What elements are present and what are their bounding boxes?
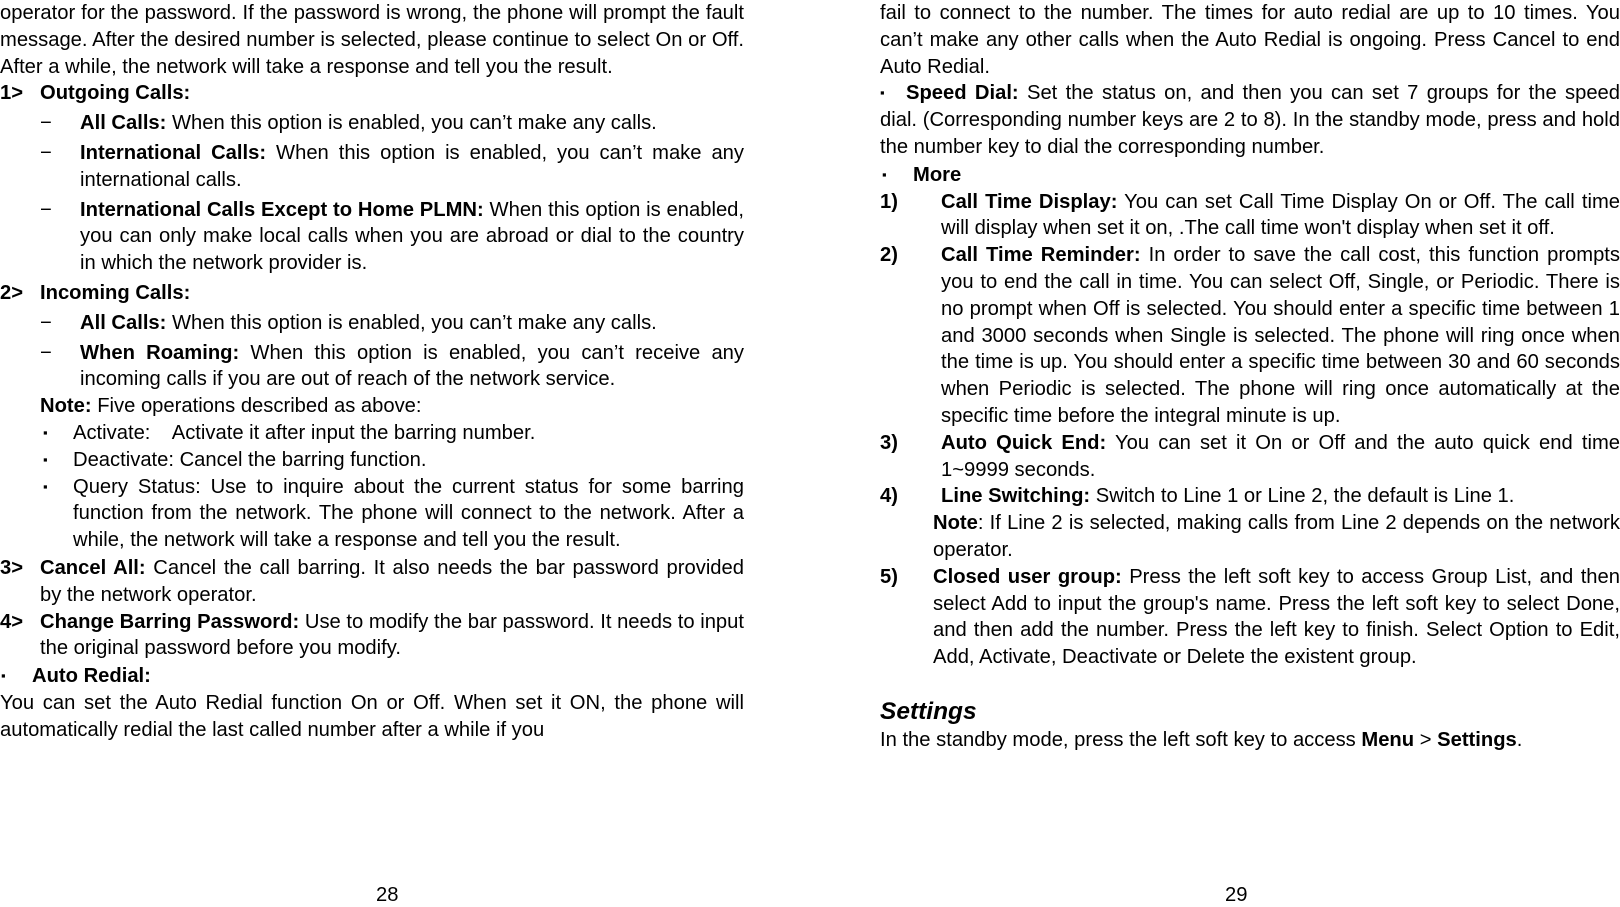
more-item-marker: 3) <box>880 431 898 454</box>
incoming-item: − All Calls: When this option is enabled, you can’t make any calls. <box>0 310 744 337</box>
outgoing-item: − International Calls: When this option is enabled, you can’t make any international calls. <box>40 141 745 191</box>
left-intro-paragraph: operator for the password. If the password is wrong, the phone will prompt the fault message. After the desired number is selected, please continue to select On or Off. After a while, the network will take a response and tell you the result. <box>0 2 744 78</box>
note-line: Note: Five operations described as above: <box>40 395 422 418</box>
square-bullet-icon: ▪ <box>43 424 48 440</box>
more-item: 1) Call Time Display: You can set Call Time Display On or Off. The call time will display when set it on, .The call time won't display when set it off. <box>880 190 1620 240</box>
page-number-left: 28 <box>376 884 399 906</box>
outgoing-item: − International Calls Except to Home PLMN: When this option is enabled, you can only make local calls when you are abroad or dial to the country in which the network provider is. <box>40 198 745 275</box>
more-item-marker: 2) <box>880 244 898 267</box>
settings-paragraph: In the standby mode, press the left soft key to access Menu > Settings. <box>880 728 1523 751</box>
note-bullet-item: ▪ Activate: Activate it after input the barring number. <box>0 420 744 447</box>
square-bullet-icon: ▪ <box>882 166 887 182</box>
square-bullet-icon: ▪ <box>43 478 48 494</box>
auto-redial-paragraph: You can set the Auto Redial function On or Off. When set it ON, the phone will automatically redial the last called number after a while if you <box>0 691 744 741</box>
dash-bullet: − <box>40 198 52 221</box>
left-page <box>0 0 744 744</box>
change-password-item: 4> Change Barring Password: Use to modify the bar password. It needs to input the original password before you modify. <box>0 610 744 660</box>
cancel-all-marker: 3> <box>0 556 24 579</box>
more-item: 2) Call Time Reminder: In order to save the call cost, this function prompts you to end the call in time. You can select Off, Single, or Periodic. There is no prompt when Off is selected. You should enter a specific time between 1 and 3000 seconds when Single is selected. The phone will ring once when the time is up. You should enter a specific time between 30 and 60 seconds when Periodic is selected. The phone will ring once automatically at the specific time before the integral minute is up. <box>880 244 1620 427</box>
incoming-item: − When Roaming: When this option is enabled, you can’t receive any incoming calls if you are out of reach of the network service. <box>40 341 744 391</box>
outgoing-item: − All Calls: When this option is enabled, you can’t make any calls. <box>0 110 744 137</box>
dash-bullet: − <box>40 341 52 364</box>
note-bullet-item: ▪ Query Status: Use to inquire about the current status for some barring function from the network. The phone will connect to the network. After a while, the network will take a response and tell you the result. <box>43 475 744 552</box>
dash-bullet: − <box>40 141 52 164</box>
speed-dial-paragraph: ▪ Speed Dial: Set the status on, and then you can set 7 groups for the speed dial. (Corresponding number keys are 2 to 8). In the standby mode, press and hold the number key to dial the corresponding number. <box>880 82 1620 158</box>
settings-section-title: Settings <box>880 697 977 725</box>
outgoing-calls-marker: 1> <box>0 82 24 105</box>
incoming-calls-marker: 2> <box>0 281 24 304</box>
closed-user-group-marker: 5) <box>880 565 898 588</box>
right-intro-paragraph: fail to connect to the number. The times for auto redial are up to 10 times. You can’t make any other calls when the Auto Redial is ongoing. Press Cancel to end Auto Redial. <box>880 2 1620 78</box>
outgoing-calls-heading: 1> Outgoing Calls: <box>0 80 744 107</box>
cancel-all-item: 3> Cancel All: Cancel the call barring. It also needs the bar password provided by the network operator. <box>0 556 744 606</box>
right-page <box>880 0 1620 754</box>
square-bullet-icon: ▪ <box>880 85 885 101</box>
line-switching-note: Note: If Line 2 is selected, making calls from Line 2 depends on the network operator. <box>933 512 1620 561</box>
more-item-marker: 4) <box>880 485 898 508</box>
dash-bullet: − <box>40 112 52 135</box>
closed-user-group-item: 5) Closed user group: Press the left soft key to access Group List, and then select Add to input the group's name. Press the left soft key to select Done, and then add the number. Press the left key to finish. Select Option to Edit, Add, Activate, Deactivate or Delete the existent group. <box>880 565 1620 669</box>
more-item: 4) Line Switching: Switch to Line 1 or Line 2, the default is Line 1. <box>880 483 1620 510</box>
auto-redial-heading: ▪ Auto Redial: <box>0 663 744 690</box>
dash-bullet: − <box>40 311 52 334</box>
more-item: 3) Auto Quick End: You can set it On or Off and the auto quick end time 1~9999 seconds. <box>880 431 1620 481</box>
note-bullet-item: ▪ Deactivate: Cancel the barring function. <box>0 447 744 474</box>
square-bullet-icon: ▪ <box>1 668 6 684</box>
incoming-calls-heading: 2> Incoming Calls: <box>0 280 744 307</box>
change-password-marker: 4> <box>0 610 24 633</box>
square-bullet-icon: ▪ <box>43 451 48 467</box>
more-heading: ▪ More <box>880 162 1620 189</box>
more-item-marker: 1) <box>880 190 898 213</box>
page-number-right: 29 <box>1225 884 1248 906</box>
